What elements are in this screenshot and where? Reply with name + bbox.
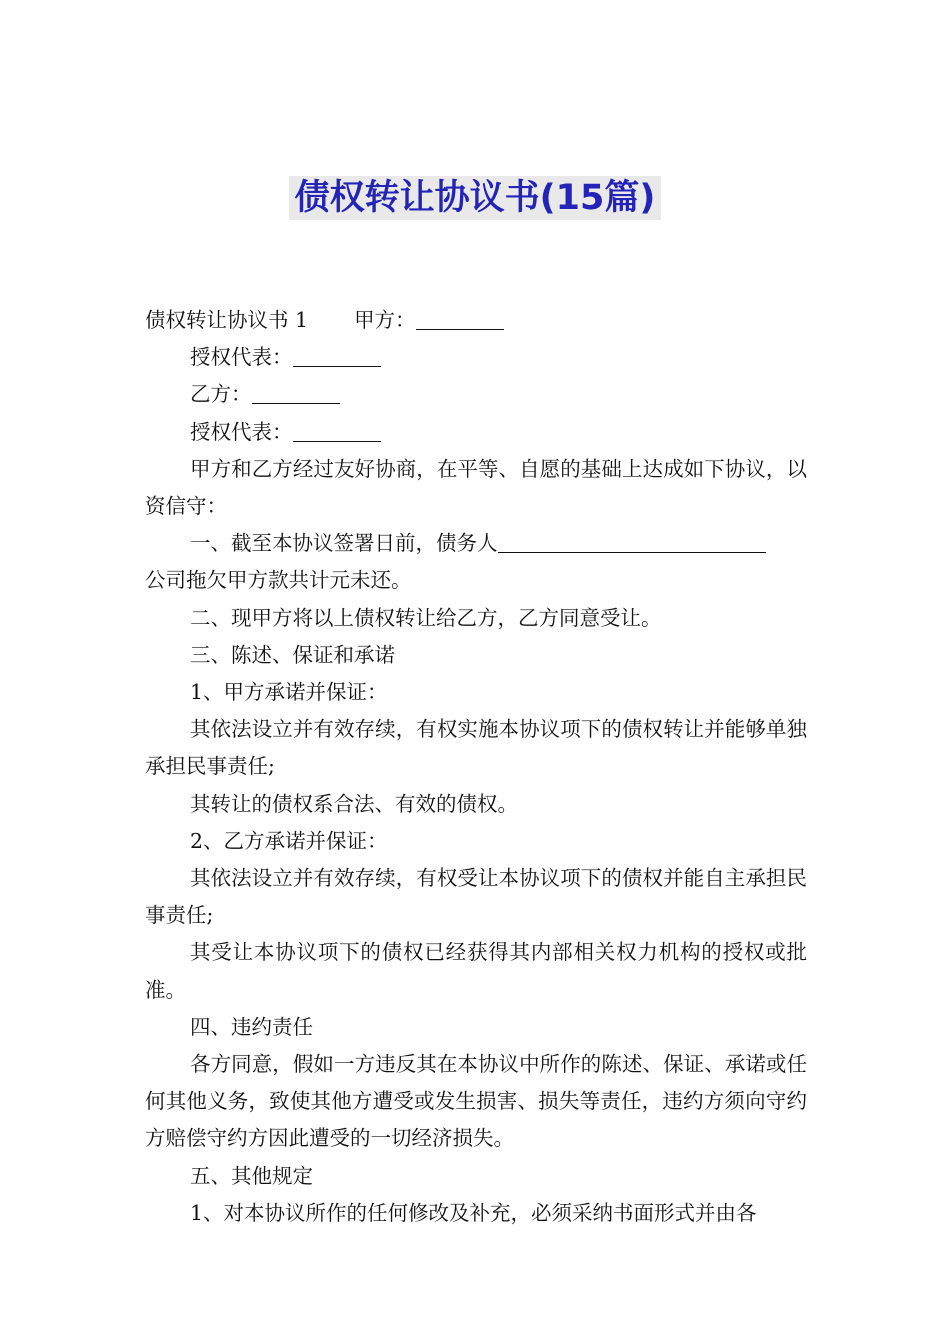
debtor-blank bbox=[498, 526, 766, 553]
clause-3-2: 2、乙方承诺并保证： bbox=[190, 828, 388, 853]
clause-3-1-b: 其转让的债权系合法、有效的债权。 bbox=[190, 791, 518, 816]
rep-a-line bbox=[145, 339, 807, 376]
rep-b-line bbox=[145, 414, 807, 451]
document-title: 债权转让协议书(15篇) bbox=[289, 176, 662, 220]
clause-1-continuation: 公司拖欠甲方款共计元未还。 bbox=[145, 568, 412, 593]
agreement-heading: 债权转让协议书 1 bbox=[145, 308, 309, 332]
clause-1-line bbox=[145, 525, 807, 562]
document-title-block bbox=[0, 176, 950, 220]
clause-1-text: 一、截至本协议签署日前，债务人 bbox=[190, 531, 498, 556]
party-b-label: 乙方： bbox=[190, 382, 252, 407]
party-a-blank bbox=[416, 303, 504, 330]
party-b-blank bbox=[252, 377, 340, 404]
clause-4-text: 各方同意，假如一方违反其在本协议中所作的陈述、保证、承诺或任何其他义务，致使其他方遭受或发生损害、损失等责任，违约方须向守约方赔偿守约方因此遭受的一切经济损失。 bbox=[145, 1052, 807, 1151]
intro-paragraph: 甲方和乙方经过友好协商，在平等、自愿的基础上达成如下协议，以资信守： bbox=[145, 456, 807, 519]
clause-3-2-b: 其受让本协议项下的债权已经获得其内部相关权力机构的授权或批准。 bbox=[145, 940, 807, 1002]
clause-5-1: 1、对本协议所作的任何修改及补充，必须采纳书面形式并由各 bbox=[190, 1200, 757, 1225]
party-b-line bbox=[145, 376, 807, 413]
rep-b-blank bbox=[293, 415, 381, 442]
clause-4-heading: 四、违约责任 bbox=[190, 1014, 313, 1039]
clause-3-heading: 三、陈述、保证和承诺 bbox=[190, 642, 395, 667]
clause-3-2-a: 其依法设立并有效存续，有权受让本协议项下的债权并能自主承担民事责任; bbox=[145, 866, 807, 928]
document-body bbox=[145, 302, 807, 1232]
rep-a-blank bbox=[293, 340, 381, 367]
clause-3-1-a: 其依法设立并有效存续，有权实施本协议项下的债权转让并能够单独承担民事责任; bbox=[145, 717, 807, 779]
rep-a-label: 授权代表： bbox=[190, 345, 293, 370]
clause-2: 二、现甲方将以上债权转让给乙方，乙方同意受让。 bbox=[190, 605, 662, 630]
rep-b-label: 授权代表： bbox=[190, 419, 293, 444]
clause-3-1: 1、甲方承诺并保证： bbox=[190, 680, 388, 705]
party-a-label: 甲方： bbox=[354, 308, 416, 332]
clause-5-heading: 五、其他规定 bbox=[190, 1163, 313, 1188]
first-line bbox=[145, 302, 807, 339]
